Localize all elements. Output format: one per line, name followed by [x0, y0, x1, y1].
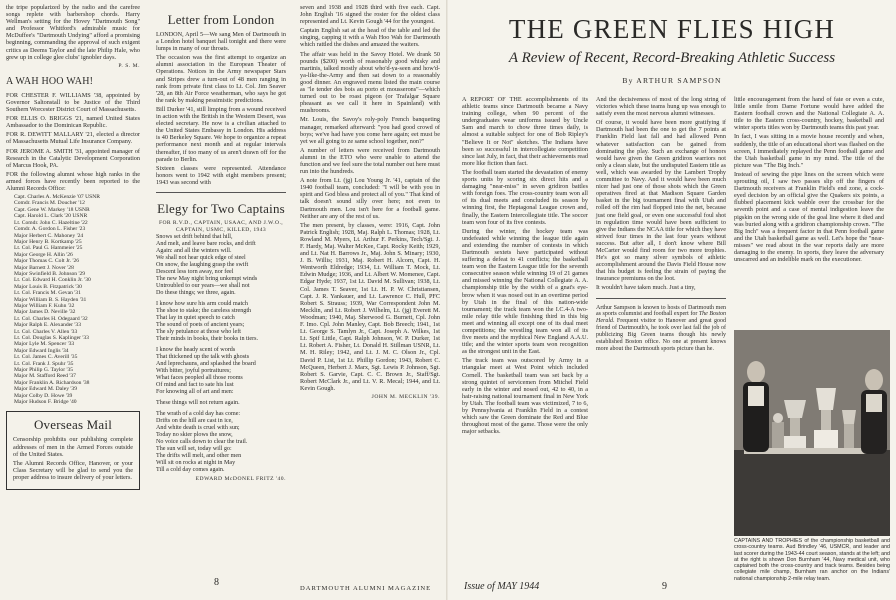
poem-line: Their minds in books, their books in tiers. [156, 336, 259, 343]
right-page-folio: 9 [662, 581, 667, 592]
rank-list-item: Lt. Col. James C. Averill '35 [14, 354, 78, 361]
section-divider [156, 192, 286, 193]
poem-line: Today no skier plows the snow, [156, 432, 233, 439]
elegy-poem [156, 234, 286, 474]
trophies-photo-illustration [734, 330, 890, 536]
letter-continued-paragraph: The affair was held in the Savoy Hotel. We drank 50 pounds ($200) worth of reasonably good whisky and martinis, talked mostly about who'd-ya-seen and how'd-ya-like-the-Army and then sat down to a reasonably good dinner. An engraved menu listed the main course as "le tender des bois au porto et mousserons"—which turned out to be roast pigeon (or Trafalgar Square pheasant as we call it here in Spainland) with mushrooms. [300, 50, 440, 115]
poem-line: With bitter, joyful portraitures; [156, 368, 231, 375]
poem-line: The shoe to stake; the careless strength [156, 308, 252, 315]
poem-line: And white death is cruel with sun; [156, 425, 240, 432]
article-paragraph: The football team started the devastation of enemy sports units by scoring six direct hits and a damaging "near-miss" in seven gridiron battles with foreign foes. The cross-country team won all of its dual meets and concluded its season by winning first, the Heptagonal League crown and, finally, the Eastern Intercollegiate title. The soccer team won four of its five contests. [462, 168, 588, 226]
elegy-dedication: FOR R.V.D., CAPTAIN, USAAC, AND J.W.O., CAPTAIN, USMC, KILLED, 1943 [158, 219, 284, 234]
poem-line: For knowing all of art and men: [156, 389, 234, 396]
article-paragraph: The track team was outscored by Army in a triangular meet at West Point which included Cornell. The basketball team was set back by a strong quintet of servicemen from Mitchel Field early in the winter and nosed out, 42 to 40, in a hair-raising national tournament final in New York by Utah. The football team was victimized, 7 to 6, by Pennsylvania at Franklin Field in a contest which saw the Green dominate the Red and Blue throughout most of the game. Those were the only major setbacks. [462, 357, 588, 436]
rank-list-item: Major Lyle M. Spencer '33 [14, 341, 75, 348]
rank-list-item: Capt. Harold L. Clark '20 USNR [14, 213, 88, 220]
rank-list-item: Lt. Col. Francis M. Gevan '31 [14, 290, 81, 297]
rank-list-item: Major Edward M. Daley '39 [14, 386, 77, 393]
wah-item: FOR ELLIS O. BRIGGS '21, named United States Ambassador to the Dominican Republic. [6, 115, 140, 130]
article-title: THE GREEN FLIES HIGH [508, 14, 836, 44]
poem-line: We shall not hear quick edge of steel [156, 255, 246, 262]
letter-signature: JOHN M. MECKLIN '39. [371, 393, 440, 400]
article-paragraph: During the winter, the hockey team was undefeated while winning the league title again and extending the number of contests in which Dartmouth sextets have participated without suffering a defeat to 41 conflicts; the basketball team won the Eastern League title for the seventh consecutive season while winning 19 of 21 games and missed winning the National Collegiate A. A. championship title by the width of a gnat's eye-brow when it was nosed out in an overtime period by Utah in the final of this nation-wide tournament; the track team won the I.C.4-A two-mile relay title while finishing third in this big meet and winning all except one of its dual meet competitions; the wrestling team won all of its five meets and the mythical New England A.A.U. title; and the winter sports team won recognition as the strongest unit in the East. [462, 227, 588, 356]
rank-list-item: Major William B. S. Hayden '31 [14, 296, 87, 303]
rank-list-item: Major Hudson F. Bridge '40 [14, 399, 77, 406]
running-head: DARTMOUTH ALUMNI MAGAZINE [300, 585, 432, 592]
poem-line: I know the heady scent of words [156, 347, 236, 354]
left-column-2 [156, 4, 286, 483]
rank-list-item: Major Barnett J. Nover '28 [14, 264, 74, 271]
article-column-2 [596, 96, 726, 355]
overseas-paragraph: Censorship prohibits our publishing complete addresses of men in the Armed Forces outside of the United States. [13, 436, 133, 458]
poem-line: Snows set drift behind that hill, [156, 234, 233, 241]
poem-line: And leprechauns, and splashed the board [156, 361, 256, 368]
section-divider [596, 298, 726, 299]
intro-signature: P. S. M. [118, 62, 140, 69]
article-paragraph: A REPORT OF THE accomplishments of its athletic teams since Dartmouth became a Navy training college, when 90 percent of the undergraduates wear uniforms issued by Uncle Sam and march to chow three times daily, is almost a suitable subject for one of Bob Ripley's "Believe It or Not" sketches. The Indians have been so successful in intercollegiate competition since last July, in fact, that their achievements read more like fiction than fact. [462, 96, 588, 167]
letter-continued-paragraph: A number of letters were received from Dartmouth alumni in the ETO who were unable to attend the function and we feel sure the total number out here must run into the hundreds. [300, 146, 440, 176]
article-column-1 [462, 96, 588, 437]
author-note-text: Arthur Sampson is known to hosts of Dartmouth men as sports columnist and football expert for [596, 304, 726, 318]
rank-list-item: Major Thomas C. Colt Jr. '26 [14, 258, 80, 265]
wah-hoo-wah-heading: A WAH HOO WAH! [6, 75, 94, 87]
article-subtitle: A Review of Recent, Record-Breaking Athletic Success [508, 50, 836, 66]
letter-continued-paragraph: A note from Lt. (jg) Lou Young Jr. '41, captain of the 1940 football team, concluded: "I will be with you in spirit and God bless and protect all of you." That kind of talk doesn't sound silly over here; not even to Dartmouth men. Lou isn't here for a football game. Neither are any of the rest of us. [300, 177, 440, 220]
rank-list-item: Lt. Col. Charles H. Odegaard '32 [14, 315, 88, 322]
poem-line: That thickened up the talk with ghosts [156, 354, 250, 361]
article-paragraph: Instead of sewing the pipe lines on the screen which were sprouting oil, I saw two passes slip off the fingers of Dartmouth receivers at Franklin Field's end zone, a cock-eyed decision by an official give the Quakers six points, a flubbed placement kick wabble over the crossbar for the seventh point and a case of mental indigestion leave the pigskin on the wrong side of the goal line where it died and was buried along with a gridiron championship crown. "The Big Inch" was a frequent factor in that Penn football game and the Utah basketball game as well. Let's hope the "near-misses" we read about in the war reports daily are more damaging to the enemy. In sports, they leave the adversary unscarred and an indelible mark on the executioner. [734, 170, 884, 264]
elegy-heading: Elegy for Two Captains [157, 200, 285, 216]
rank-list-item: Capt. Charles A. McKenzie '07 USNR [14, 194, 100, 201]
rank-list-item: Comdr. A. Gordon L. Fisher '23 [14, 226, 86, 233]
poem-line: That lay in quiet speech to catch [156, 315, 235, 322]
letter-continued-paragraph: seven and 1938 and 1928 third with five each. Capt. John English '16 signed the roster for the oldest class represented and Lt. Kevin Gough '44 for the youngest. [300, 4, 440, 26]
rank-list-item: Lt. Col. Charles V. Allen '33 [14, 328, 78, 335]
intro-paragraph: the tripe popularized by the radio and the carefree songs replete with barbershop chords. Harry Wellman's setting for the Hovey "Dartmouth Song" and Professor Whitford's admirable music for McDuffee's "Dartmouth Undying" afford a promising beginning, commanding the approval of such exigent critics as Deems Taylor and the late Philip Hale, who grew up in college glee clubs' ignobler days. [6, 4, 140, 61]
letter-paragraph: LONDON, April 5—We sang Men of Dartmouth in a London hotel banquet hall tonight and there were lumps in many of our throats. [156, 31, 286, 53]
poem-line: Untroubled to our years—we shall not [156, 283, 250, 290]
rank-list-item: Comdr. Francis M. Doucher '12 [14, 200, 85, 207]
poem-line: Drifts on the hill are cast in ice, [156, 418, 233, 425]
poem-line: Again: and all the winters will. [156, 248, 232, 255]
left-page-folio: 8 [214, 577, 219, 588]
poem-line: On snow, the laughing grasp the swift [156, 262, 249, 269]
poem-line: Of mind and fact to sate his lust [156, 382, 234, 389]
elegy-author: EDWARD McDONEL FRITZ '40. [195, 476, 286, 483]
rank-list-item: Lt. Comdr. John C. Hazeltine '22 [14, 219, 88, 226]
rank-list-item: Lt. Col. Paul G. Hammeier '25 [14, 245, 83, 252]
rank-list-item: Major Herbert C. Mahoney '24 [14, 232, 84, 239]
letter-continued-paragraph: Mr. Louis, the Savoy's roly-poly French banqueting manager, remarked afterward: "you had good crowd of boys; we've had have you come here again; eet must be yet we all going to ze same school together, non?" [300, 116, 440, 145]
rank-list-item: Capt. Gene W. Markey '18 USNR [14, 206, 90, 213]
photo-caption: CAPTAINS AND TROPHIES of the championship basketball and cross-country teams. Aud Brindley '46, USMCR, and leader and last scorer during the 1943-44 court season, stands at the left; and at the right is shown Don Burnham '44, Navy medical unit, who captained both the cross-country and track teams. Besides being collegiate mile champ, Burnham ran anchor on the Indians' national championship 2-mile relay team. [734, 538, 890, 582]
author-note-text: . Frequent visitor to Hanover and great good friend of Dartmouth's, he took over last fall the job of publicizing Big Green teams though his newly established Boston office. No one at present knows more about the Dartmouth sports picture than he. [596, 318, 726, 352]
poem-line: The wrath of a cold day has come: [156, 411, 241, 418]
rank-list-item: Lt. Col. Frank J. Spuhr '35 [14, 360, 74, 367]
article-paragraph: It wouldn't have taken much. Just a tiny, [596, 284, 696, 292]
rank-list-item: Major William F. Kuhn '32 [14, 302, 75, 309]
issue-date: Issue of MAY 1944 [464, 581, 540, 592]
rank-list-item: Lt. Col. Edward H. Conklin Jr. '30 [14, 277, 91, 284]
poem-line: Descent less torn away, nor feel [156, 269, 234, 276]
letter-paragraph: Sixteen classes were represented. Attendance honors went to 1942 with eight members present; 1943 was second with [156, 164, 286, 186]
ranks-list [14, 194, 140, 405]
rank-list-item: Major Henry B. Kortkamp '25 [14, 238, 82, 245]
article-column-3 [734, 96, 884, 328]
right-page [448, 0, 896, 600]
left-column-3 [300, 4, 440, 401]
poem-line: The sun will set, today will go: [156, 446, 232, 453]
rank-list-item: Major Louis B. Fitzpatrick '30 [14, 283, 82, 290]
left-column-1 [6, 4, 140, 490]
overseas-mail-box [6, 411, 140, 490]
poem-line: Do these things; we three, again. [156, 290, 236, 297]
poem-line: And melt, and leave bare rocks, and drift [156, 241, 256, 248]
article-paragraph: little encouragement from the hand of fate or even a cute, little smile from Dame Fortune would have added the Eastern football crown and the National Collegiate A. A. title to the Eastern cross-country, hockey, basketball and winter sports titles won by Dartmouth teams this past year. [734, 96, 884, 132]
wah-item: FOR R. DEWITT MALLARY '21, elected a director of Massachusetts Mutual Life Insurance Company. [6, 131, 140, 146]
rank-list-item: Major Franklin A. Richardson '38 [14, 379, 90, 386]
poem-line: What faces peopled all those rooms [156, 375, 243, 382]
author-note-publication: The Boston Herald [596, 311, 726, 325]
trophies-photo [734, 330, 890, 536]
author-note [596, 305, 726, 353]
rank-list-item: Major George H. Allin '26 [14, 251, 73, 258]
letter-paragraph: Bill Durker '41, still limping from a wound received in action with the British in the Western Desert, was elected secretary. He now is a civilian attached to the United States Embassy in London. His address is 40 Berkeley Square. We hope to organize a repeat performance next month and at regular intervals thereafter, if too many of us aren't drawn off for the parade to Berlin. [156, 105, 286, 163]
wah-item: FOR JEROME A. SMITH '31, appointed manager of Research in the Catalytic Development Corporation of Marcus Hook, PA. [6, 147, 140, 169]
rank-list-item: Major Edward Inglis '34 [14, 347, 69, 354]
article-paragraph: And the decisiveness of most of the long string of victories which these teams hung up was enough to satisfy even the most nervous alumni witnesses. [596, 96, 726, 118]
rank-list-item: Major Swinfield B. Johnson '29 [14, 270, 86, 277]
overseas-paragraph: The Alumni Records Office, Hanover, or your Class Secretary will be glad to send you the proper address to insure delivery of your letters. [13, 459, 133, 481]
poem-line: These things will not return again. [156, 400, 240, 407]
poem-line: The sly petulance at those who left [156, 329, 241, 336]
poem-line: Will sit on rocks at night in May [156, 460, 236, 467]
article-paragraph: In fact, I was sitting in a movie house recently and when, suddenly, the title of an educational short was flashed on the screen, I immediately replayed the Penn football game and the Utah basketball game in my mind. The title of the picture was "The Big Inch." [734, 133, 884, 169]
poem-line: Till a cold day comes again. [156, 467, 225, 474]
rank-list-item: Lt. Col. Douglas S. Kaplinger '33 [14, 335, 89, 341]
article-paragraph: Of course, it would have been more gratifying if Dartmouth had been the one to get the 7 points at Franklin Field last fall and had allowed Penn whatever satisfaction can be gained from dominating the play. Such an exchange of honors would have given the Green gridiron warriors not only a clean slate, but the undisputed Eastern title as well, which was awarded by the Lambert Trophy committee to Navy. And it would have been much nicer had just one of those shots which the Green operatives fired at that Madison Square Garden basket in the big tournament final with Utah and rolled off the rim had flopped into the net, because just one field goal, or even one successful foul shot in regulation time would have been sufficient to give the Indians the NCAA title for which they have strived four times in the last four years without success. But after all, I don't know where Bill McCarter would find room for two more trophies. He's got so many silver symbols of athletic accomplishment around the Davis Field House now that his budget is feeling the strain of paying the insurance premiums on the loot. [596, 119, 726, 283]
article-byline: By ARTHUR SAMPSON [622, 76, 722, 85]
poem-line: The drifts will melt, and other men [156, 453, 242, 460]
letter-continued-paragraph: The men present, by classes, were: 1916, Capt. John Patrick English; 1928, Maj. Ralph L. Thomas; 1928, Lt. Rowland M. Myers, Lt. Arthur F. Perkins, Tech/Sgt. J. F. Hardy, Maj. Walter McKee, Capt. Rocky Keith; 1929, and Lt. Nat H. Barrows Jr., Maj. John S. Minary; 1930, J. B. Willis; 1931, Maj. Robert H. Alcorn, Capt. H. Wentworth Eldredge; 1934, Lt. William T. Mock, Lt. Edwin Mudge; 1936, and Lt. Albert W. Momenee, Capt. Edgar Hyde; 1937, 1st Lt. David M. Sullivan; 1938, Lt. Col. James T. Seaver, 1st Lt. H. P. W. Christiansen, Capt. J. R. Yankauer, and Lt. Lawrence C. Hull, PFC Robert S. Strauss; 1939, War Correspondent John M. Mecklin, and Lt. Robert J. Wilhelm, Lt. (jg) Everett M. Woodman; 1940, Maj. Sherwood G. Burnett, Cpl. John F. Imo. Cpl. John Manley, Capt. Bob Breech; 1941, 1st Lt. George S. Tamlyn Jr., Capt. Joseph A. Wilkes, 1st Lt. Spif Little, Capt. Ralph Johnson, W. P. Durker, 1st Lt. Robert A. Fisher, Lt. Donald H. Stillman USNR, Lt. M. H. Riley; 1942, and Lt. J. M. C. Olson Jr., Cpl. David P. List, 1st Lt. Phillip Gordon; 1943, Robert C. McQueen, Herbert J. Marx, Sgt. Lewis P. Johnson, Sgt. Robert S. Garvie, Capt. C. C. Brown Jr., Staff/Sgt. Robert McClark Jr., and Lt. V. R. Mecal; 1944, and Lt. Kevin Gough. [300, 221, 440, 392]
overseas-mail-heading: Overseas Mail [33, 417, 113, 433]
poem-line: The new May night bring unkempt winds [156, 276, 258, 283]
rank-list-item: Major M. Stafford Reed '37 [14, 373, 76, 380]
rank-list-item: Major James D. Neville '32 [14, 309, 76, 316]
rank-list-item: Major Ralph E. Alexander '33 [14, 322, 82, 329]
poem-line: No voice calls down to clear the trail. [156, 439, 248, 446]
letter-from-london-heading: Letter from London [167, 12, 275, 27]
poem-line: The sound of poets of ancient years; [156, 322, 245, 329]
rank-list-item: Major Colby D. Howe '39 [14, 392, 73, 399]
wah-items [6, 92, 140, 192]
letter-paragraph: The occasion was the first attempt to organize an alumni association in the European Theater of Operations. Notices in the Army newspaper Stars and Stripes drew a turn-out of 48 men ranging in rank from private first class to Lt. Col. Jim Seaver '28, an 8th Air Force weatherman, who says he got the rank by making pessimistic predictions. [156, 54, 286, 104]
poem-line: I know how sure his arm could match [156, 301, 248, 308]
rank-list-item: Major Philip G. Taylor '35 [14, 367, 74, 374]
letter-continued-paragraph: Captain English sat at the head of the table and led the singing, capping it with a Wah Hoo Wah for Dartmouth which rattled the dishes and amazed the waiters. [300, 27, 440, 49]
wah-item: FOR CHESTER F. WILLIAMS '38, appointed by Governor Saltonstall to be Justice of the Third Southern Worcester District Court of Massachusetts. [6, 91, 140, 114]
wah-item: FOR the following alumni whose high ranks in the armed forces have recently been reported to the Alumni Records Office: [6, 170, 140, 192]
